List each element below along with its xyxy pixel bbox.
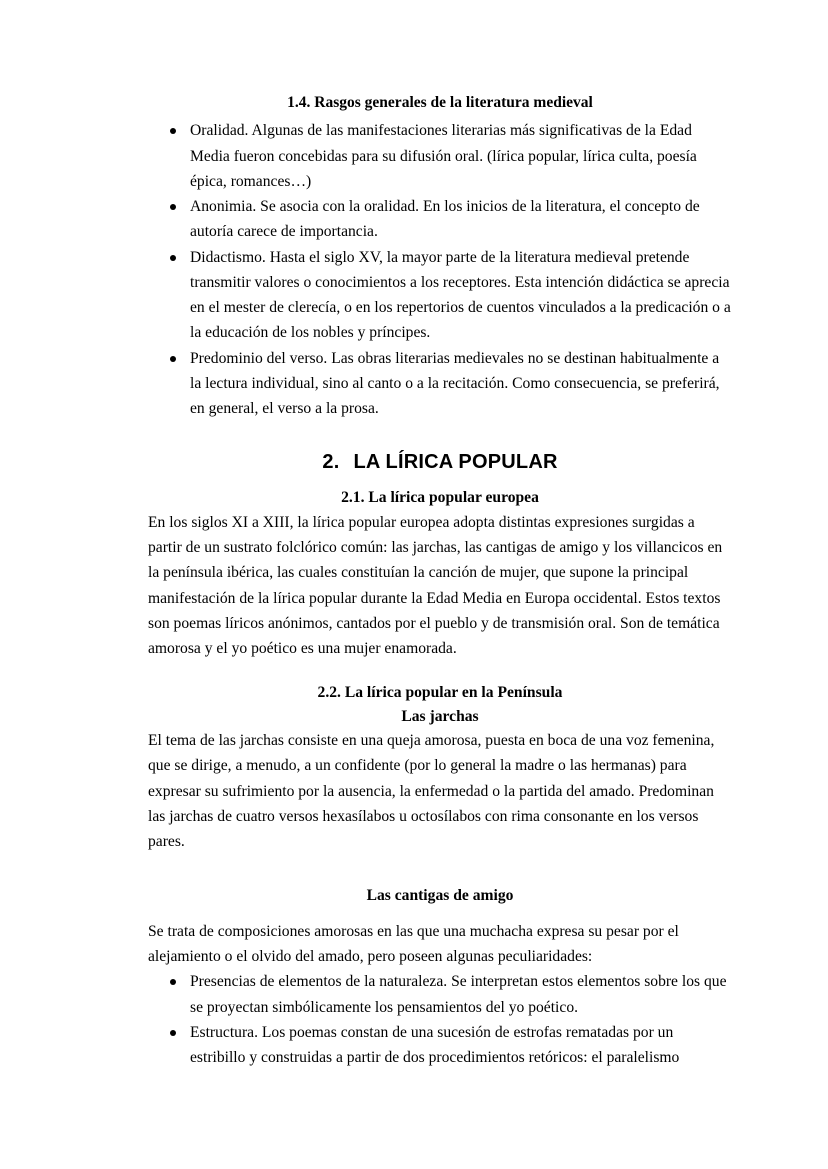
list-item: Didactismo. Hasta el siglo XV, la mayor parte de la literatura medieval pretende transmitir valores o conocimientos a los receptores. Esta intención didáctica se aprecia en el mester de clerecía, o en los repertorios de cuentos vinculados a la predicación o a la educación de los nobles y príncipes. bbox=[148, 245, 732, 346]
list-item: Estructura. Los poemas constan de una sucesión de estrofas rematadas por un estribillo y construidas a partir de dos procedimientos retóricos: el paralelismo bbox=[148, 1020, 732, 1071]
cantigas-bullet-list bbox=[148, 969, 732, 1070]
section-2-1-paragraph: En los siglos XI a XIII, la lírica popular europea adopta distintas expresiones surgidas a partir de un sustrato folclórico común: las jarchas, las cantigas de amigo y los villancicos en la península ibérica, las cuales constituían la canción de mujer, que supone la principal manifestación de la lírica popular durante la Edad Media en Europa occidental. Estos textos son poemas líricos anónimos, cantados por el pueblo y de transmisión oral. Son de temática amorosa y el yo poético es una mujer enamorada. bbox=[148, 513, 723, 658]
cantigas-paragraph: Se trata de composiciones amorosas en las que una muchacha expresa su pesar por el alejamiento o el olvido del amado, pero poseen algunas peculiaridades: bbox=[148, 922, 679, 966]
section-2-title-text: LA LÍRICA POPULAR bbox=[353, 451, 558, 474]
jarchas-paragraph: El tema de las jarchas consiste en una queja amorosa, puesta en boca de una voz femenina, que se dirige, a menudo, a un confidente (por lo general la madre o las hermanas) para expresar su sufrimiento por la ausencia, la enfermedad o la partida del amado. Predominan las jarchas de cuatro versos hexasílabos u octosílabos con rima consonante en los versos pares. bbox=[148, 732, 715, 851]
list-item: Oralidad. Algunas de las manifestaciones literarias más significativas de la Edad Media fueron concebidas para su difusión oral. (lírica popular, lírica culta, poesía épica, romances…) bbox=[148, 118, 732, 194]
section-2-number: 2. bbox=[322, 451, 340, 474]
section-1-4-heading: 1.4. Rasgos generales de la literatura medieval bbox=[287, 94, 593, 111]
section-2-title bbox=[148, 451, 732, 474]
section-2-1-heading: 2.1. La lírica popular europea bbox=[341, 489, 539, 507]
section-1-4-bullet-list bbox=[148, 118, 732, 421]
cantigas-heading: Las cantigas de amigo bbox=[366, 887, 514, 905]
list-item: Presencias de elementos de la naturaleza. Se interpretan estos elementos sobre los que se proyectan simbólicamente los pensamientos del yo poético. bbox=[148, 969, 732, 1020]
section-2-2-heading: 2.2. La lírica popular en la Península bbox=[317, 684, 563, 702]
jarchas-heading: Las jarchas bbox=[401, 707, 479, 725]
list-item: Anonimia. Se asocia con la oralidad. En los inicios de la literatura, el concepto de autoría carece de importancia. bbox=[148, 194, 732, 245]
list-item: Predominio del verso. Las obras literarias medievales no se destinan habitualmente a la lectura individual, sino al canto o a la recitación. Como consecuencia, se preferirá, en general, el verso a la prosa. bbox=[148, 346, 732, 422]
